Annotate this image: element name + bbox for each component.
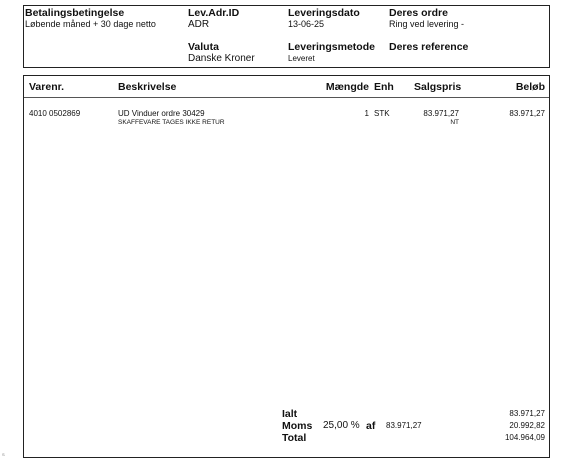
col-description: Beskrivelse <box>118 81 177 93</box>
delivery-date-value: 13-06-25 <box>288 19 325 29</box>
row-price: 83.971,27 <box>423 109 459 118</box>
currency-value: Danske Kroner <box>188 53 255 64</box>
col-quantity: Mængde <box>325 81 369 93</box>
delivery-date-label: Leveringsdato <box>288 7 360 19</box>
your-order-value: Ring ved levering - <box>389 19 465 29</box>
margin-mark: S <box>2 452 5 457</box>
delivery-address-value: ADR <box>188 19 210 30</box>
col-unit: Enh <box>374 81 394 93</box>
row-unit: STK <box>374 109 390 118</box>
currency-label: Valuta <box>188 41 219 53</box>
vat-label: Moms <box>282 420 313 432</box>
row-item-no: 4010 0502869 <box>29 109 81 118</box>
row-quantity: 1 <box>364 109 369 118</box>
items-box <box>23 75 550 458</box>
delivery-address-label: Lev.Adr.ID <box>188 7 240 19</box>
row-description: UD Vinduer ordre 30429 <box>118 109 205 118</box>
payment-terms-label: Betalingsbetingelse <box>25 7 125 19</box>
col-item-no: Varenr. <box>29 81 65 93</box>
total-label: Total <box>282 432 307 444</box>
col-amount: Beløb <box>515 81 545 93</box>
row-amount: 83.971,27 <box>509 109 545 118</box>
vat-base: 83.971,27 <box>386 421 422 430</box>
delivery-method-label: Leveringsmetode <box>288 41 375 53</box>
your-order-label: Deres ordre <box>389 7 448 19</box>
row-price-note: NT <box>450 119 459 126</box>
row-description-note: SKAFFEVARE TAGES IKKE RETUR <box>118 119 225 126</box>
col-price: Salgspris <box>414 81 462 93</box>
vat-value: 20.992,82 <box>509 421 545 430</box>
delivery-method-value: Leveret <box>288 54 315 63</box>
table-header-divider <box>24 97 549 98</box>
total-value: 104.964,09 <box>504 433 545 442</box>
vat-rate: 25,00 % <box>323 420 360 431</box>
your-reference-label: Deres reference <box>389 41 469 53</box>
subtotal-label: Ialt <box>282 408 298 420</box>
subtotal-value: 83.971,27 <box>509 409 545 418</box>
vat-of: af <box>366 420 376 432</box>
payment-terms-value: Løbende måned + 30 dage netto <box>25 19 156 29</box>
